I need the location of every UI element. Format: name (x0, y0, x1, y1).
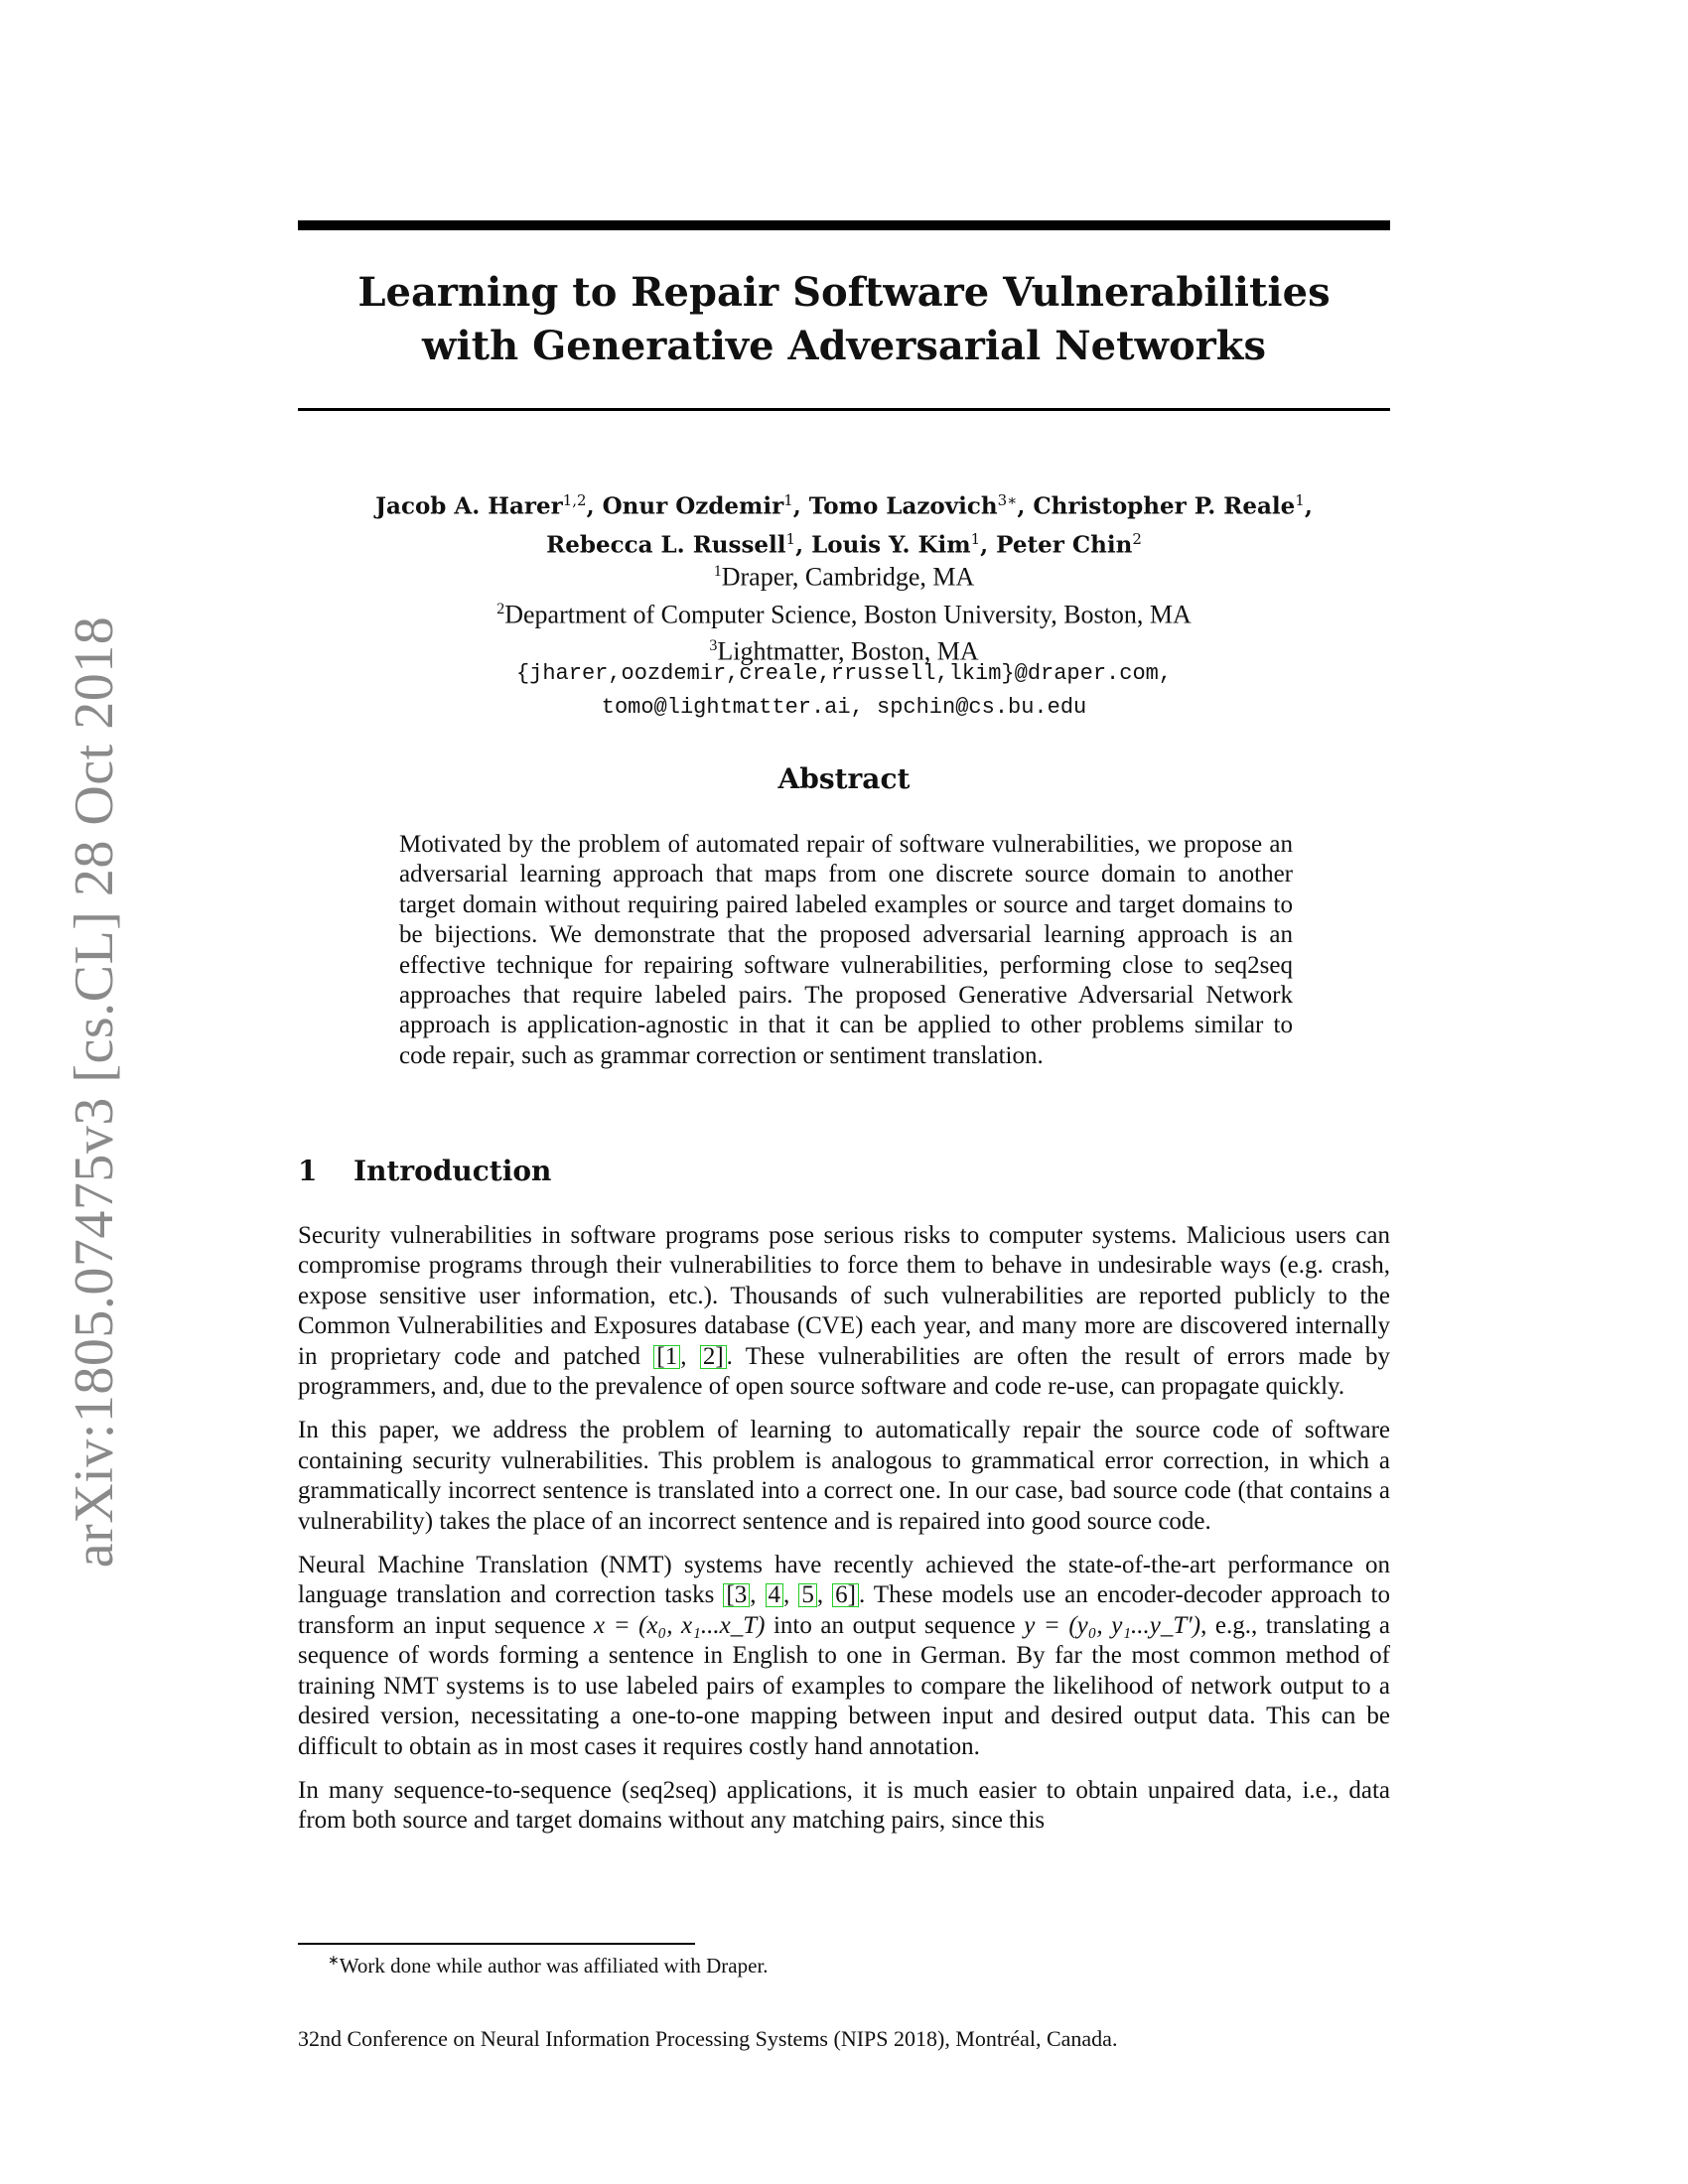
title-line-2: with Generative Adversarial Networks (422, 323, 1266, 369)
math-input-sequence: x = (x₀, x₁...x_T) (594, 1611, 766, 1639)
title-top-rule (298, 220, 1390, 230)
footnote-text: Work done while author was affiliated with Draper. (339, 1954, 769, 1978)
affiliation-list (298, 556, 1390, 668)
arxiv-stamp-text: arXiv:1805.07475v3 [cs.CL] 28 Oct 2018 (64, 615, 125, 1569)
section-body (298, 1221, 1390, 1850)
paragraph: In this paper, we address the problem of learning to automatically repair the source code of software containing security vulnerabilities. This problem is analogous to grammatical error correction, in which a grammatically incorrect sentence is translated into a correct one. In our case, bad source code (that contains a vulnerability) takes the place of an incorrect sentence and is repaired into good source code. (298, 1417, 1390, 1535)
footnote-rule (298, 1943, 695, 1945)
title-line-1: Learning to Repair Software Vulnerabilities (357, 269, 1331, 316)
author-affil-sup: 1 (1295, 491, 1305, 509)
citation-link[interactable]: 6] (832, 1583, 859, 1607)
author-affil-sup: 1 (783, 491, 793, 509)
citation-link[interactable]: 5 (798, 1583, 817, 1607)
venue-line: 32nd Conference on Neural Information Processing Systems (NIPS 2018), Montréal, Canada. (298, 2026, 1118, 2051)
author-name: Christopher P. Reale (1033, 492, 1296, 520)
author-emails (298, 657, 1390, 725)
email-line: {jharer,oozdemir,creale,rrussell,lkim}@draper.com, (515, 661, 1173, 686)
paragraph: Security vulnerabilities in software programs pose serious risks to computer systems. Malicious users can compromise programs through their vulnerabilities to force them to behave in undesirable ways (e.g. crash, expose sensitive user information, etc.). Thousands of such vulnerabilities are reported publicly to the Common Vulnerabilities and Exposures database (CVE) each year, and many more are discovered internally in proprietary code and patched [1 , 2] . These vulnerabilities are often the result of errors made by programmers, and, due to the prevalence of open source software and code re-use, can propagate quickly. (298, 1222, 1391, 1401)
author-affil-sup: 1 (970, 529, 981, 548)
paragraph: In many sequence-to-sequence (seq2seq) applications, it is much easier to obtain unpaired data, i.e., data from both source and target domains without any matching pairs, since this (298, 1776, 1390, 1835)
author-name: Peter Chin (996, 531, 1133, 559)
author-name: Tomo Lazovich (808, 492, 998, 520)
section-number: 1 (298, 1155, 318, 1187)
affiliation-line: $^1$Draper, Cambridge, MA (713, 562, 975, 592)
citation-link[interactable]: 2] (700, 1345, 727, 1369)
author-affil-sup: 1 (785, 529, 796, 548)
author-name: Onur Ozdemir (602, 492, 784, 520)
title-bottom-rule (298, 408, 1390, 411)
paragraph: Neural Machine Translation (NMT) systems have recently achieved the state-of-the-art performance on language translation and correction tasks [3 , 4 , 5 , 6] . These models use an encoder-decoder approach to transform an input sequence x = (x₀, x₁...x_T) into an output sequence y = (y₀, y₁...y_T′), e.g., translating a sequence of words forming a sentence in English to one in German. By far the most common method of training NMT systems is to use labeled pairs of examples to compare the likelihood of network output to a desired version, necessitating a one-to-one mapping between input and desired output data. This can be difficult to obtain as in most cases it requires costly hand annotation. (298, 1552, 1390, 1760)
affiliation-line: $^2$Department of Computer Science, Boston University, Boston, MA (496, 600, 1192, 629)
citation-link[interactable]: [1 (653, 1345, 680, 1369)
author-list: Jacob A. Harer$^{1,2}$, Onur Ozdemir$^1$, Tomo Lazovich$^{3∗}$, Christopher P. Reale$^1$, Rebecca L. Russell$^1$, Louis Y. Kim$^1$, Peter Chin$^2$ (375, 491, 1313, 559)
email-line: tomo@lightmatter.ai, spchin@cs.bu.edu (601, 695, 1087, 720)
author-name: Louis Y. Kim (811, 531, 971, 559)
abstract-text: Motivated by the problem of automated repair of software vulnerabilities, we propose an adversarial learning approach that maps from one discrete source domain to another target domain without requiring paired labeled examples or source and target domains to be bijections. We demonstrate that the proposed adversarial learning approach is an effective technique for repairing software vulnerabilities, performing close to seq2seq approaches that require labeled pairs. The proposed Generative Adversarial Network approach is application-agnostic in that it can be applied to other problems similar to code repair, such as grammar correction or sentiment translation. (399, 831, 1293, 1069)
author-name: Jacob A. Harer (375, 492, 563, 520)
author-affil-sup: 3∗ (997, 491, 1018, 509)
section-heading (298, 1155, 551, 1187)
paper-title (298, 266, 1390, 373)
citation-link[interactable]: 4 (766, 1583, 784, 1607)
footnote (298, 1948, 1390, 1979)
citation-link[interactable]: [3 (723, 1583, 750, 1607)
math-output-sequence: y = (y₀, y₁...y_T′) (1024, 1611, 1201, 1639)
author-affil-sup: 1,2 (562, 491, 587, 509)
author-name: Rebecca L. Russell (546, 531, 786, 559)
footnote-mark: ∗ (328, 1954, 340, 1969)
affiliation-line: $^3$Lightmatter, Boston, MA (709, 636, 979, 666)
section-title: Introduction (353, 1155, 552, 1187)
author-affil-sup: 2 (1132, 529, 1142, 548)
abstract-heading: Abstract (777, 762, 911, 795)
